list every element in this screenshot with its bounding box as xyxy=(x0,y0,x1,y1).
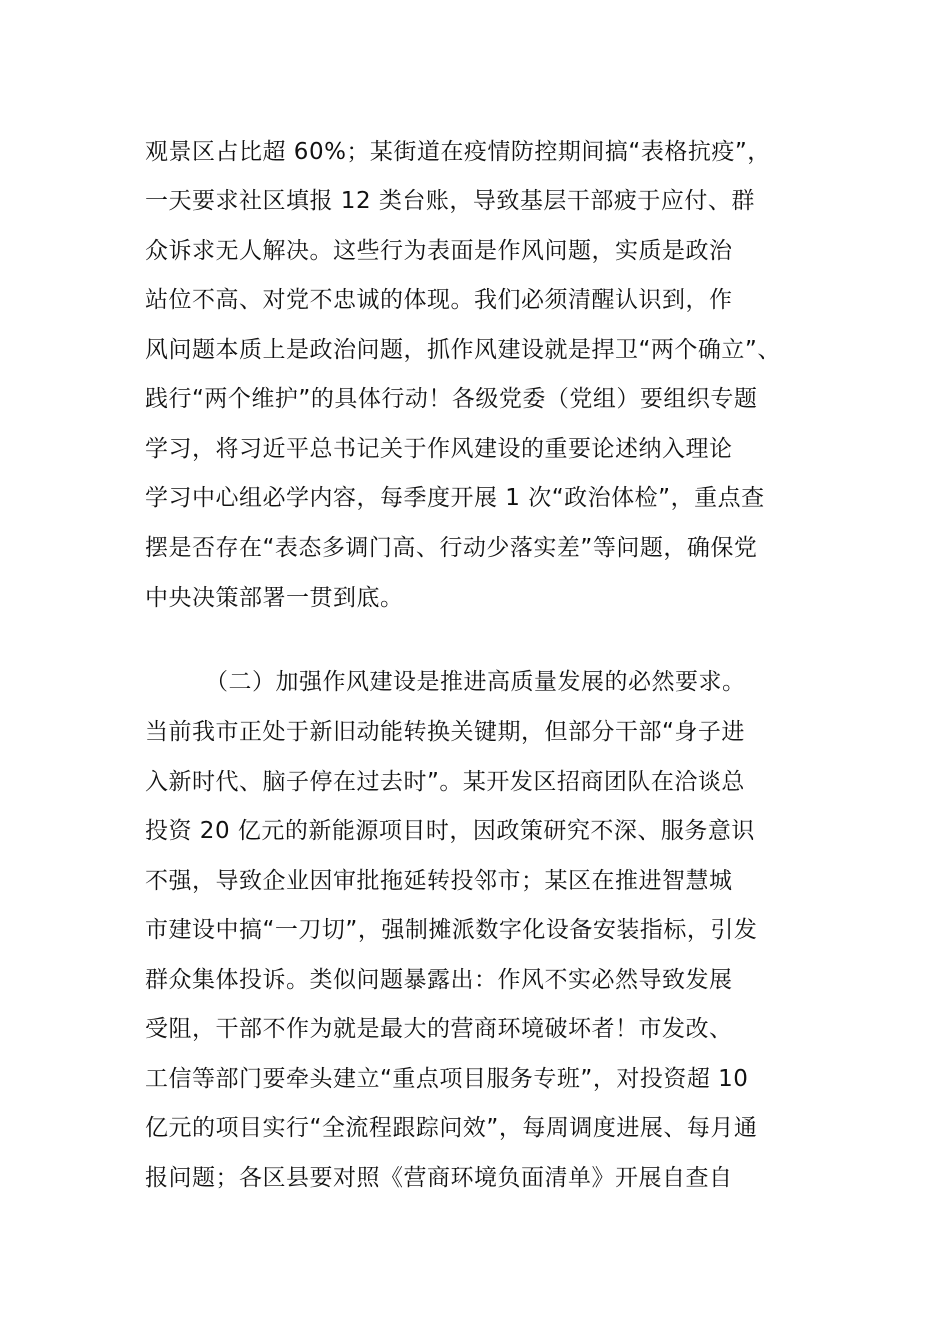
paragraph-2-line-9: 工信等部门要牵头建立“重点项目服务专班”，对投资超 10 xyxy=(145,1066,749,1092)
paragraph-1-line-7: 学习，将习近平总书记关于作风建设的重要论述纳入理论 xyxy=(145,436,733,462)
paragraph-2-line-6: 市建设中搞“一刀切”，强制摊派数字化设备安装指标，引发 xyxy=(145,917,758,943)
paragraph-1-line-1: 观景区占比超 60%；某街道在疫情防控期间搞“表格抗疫”， xyxy=(145,139,771,165)
paragraph-1-line-5: 风问题本质上是政治问题，抓作风建设就是捍卫“两个确立”、 xyxy=(145,337,781,363)
paragraph-2-line-4: 投资 20 亿元的新能源项目时，因政策研究不深、服务意识 xyxy=(145,818,755,844)
paragraph-2-line-3: 入新时代、脑子停在过去时”。某开发区招商团队在洽谈总 xyxy=(145,769,745,795)
paragraph-2-line-7: 群众集体投诉。类似问题暴露出：作风不实必然导致发展 xyxy=(145,967,733,993)
paragraph-1-line-3: 众诉求无人解决。这些行为表面是作风问题，实质是政治 xyxy=(145,238,733,264)
paragraph-1-line-9: 摆是否存在“表态多调门高、行动少落实差”等问题，确保党 xyxy=(145,535,758,561)
paragraph-2-heading: （二）加强作风建设是推进高质量发展的必然要求。 xyxy=(205,669,746,695)
paragraph-1-line-10: 中央决策部署一贯到底。 xyxy=(145,585,404,611)
paragraph-1-line-8: 学习中心组必学内容，每季度开展 1 次“政治体检”，重点查 xyxy=(145,485,765,511)
paragraph-1-line-6: 践行“两个维护”的具体行动！各级党委（党组）要组织专题 xyxy=(145,386,758,412)
paragraph-1-line-4: 站位不高、对党不忠诚的体现。我们必须清醒认识到，作 xyxy=(145,287,733,313)
paragraph-2-line-5: 不强，导致企业因审批拖延转投邻市；某区在推进智慧城 xyxy=(145,868,733,894)
paragraph-2-line-2: 当前我市正处于新旧动能转换关键期，但部分干部“身子进 xyxy=(145,719,745,745)
paragraph-1-line-2: 一天要求社区填报 12 类台账，导致基层干部疲于应付、群 xyxy=(145,188,755,214)
paragraph-2-line-11: 报问题；各区县要对照《营商环境负面清单》开展自查自 xyxy=(145,1165,733,1191)
paragraph-2-line-8: 受阻，干部不作为就是最大的营商环境破坏者！市发改、 xyxy=(145,1016,733,1042)
paragraph-2-line-10: 亿元的项目实行“全流程跟踪问效”，每周调度进展、每月通 xyxy=(145,1115,758,1141)
